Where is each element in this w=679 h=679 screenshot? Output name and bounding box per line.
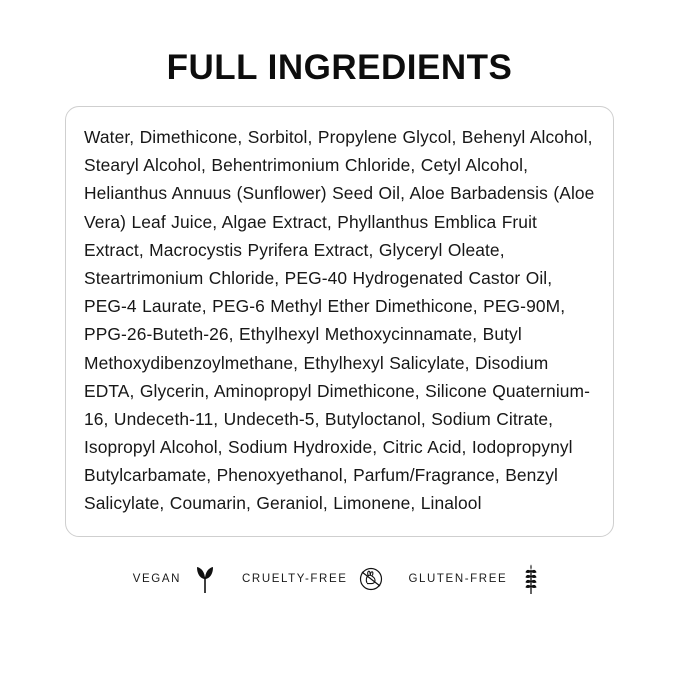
page-title: FULL INGREDIENTS xyxy=(166,48,513,87)
gluten-free-wheat-icon xyxy=(516,563,546,595)
badge-cruelty-free xyxy=(242,563,386,595)
vegan-leaf-icon xyxy=(190,563,220,595)
ingredients-box xyxy=(65,106,614,537)
badge-gluten-free xyxy=(408,563,546,595)
badge-vegan xyxy=(133,563,220,595)
ingredients-list-text: Water, Dimethicone, Sorbitol, Propylene Glycol, Behenyl Alcohol, Stearyl Alcohol, Behentrimonium Chloride, Cetyl Alcohol, Helianthus Annuus (Sunflower) Seed Oil, Aloe Barbadensis (Aloe Vera) Leaf Juice, Algae Extract, Phyllanthus Emblica Fruit Extract, Macrocystis Pyrifera Extract, Glyceryl Oleate, Steartrimonium Chloride, PEG-40 Hydrogenated Castor Oil, PEG-4 Laurate, PEG-6 Methyl Ether Dimethicone, PEG-90M, PPG-26-Buteth-26, Ethylhexyl Methoxycinnamate, Butyl Methoxydibenzoylmethane, Ethylhexyl Salicylate, Disodium EDTA, Glycerin, Aminopropyl Dimethicone, Silicone Quaternium-16, Undeceth-11, Undeceth-5, Butyloctanol, Sodium Citrate, Isopropyl Alcohol, Sodium Hydroxide, Citric Acid, Iodopropynyl Butylcarbamate, Phenoxyethanol, Parfum/Fragrance, Benzyl Salicylate, Coumarin, Geraniol, Limonene, Linalool xyxy=(84,127,595,514)
badge-vegan-label: VEGAN xyxy=(132,572,182,585)
cruelty-free-rabbit-icon xyxy=(356,563,386,595)
badge-cruelty-free-label: CRUELTY-FREE xyxy=(242,572,348,585)
badge-gluten-free-label: GLUTEN-FREE xyxy=(408,572,508,585)
certification-badges xyxy=(60,563,619,595)
